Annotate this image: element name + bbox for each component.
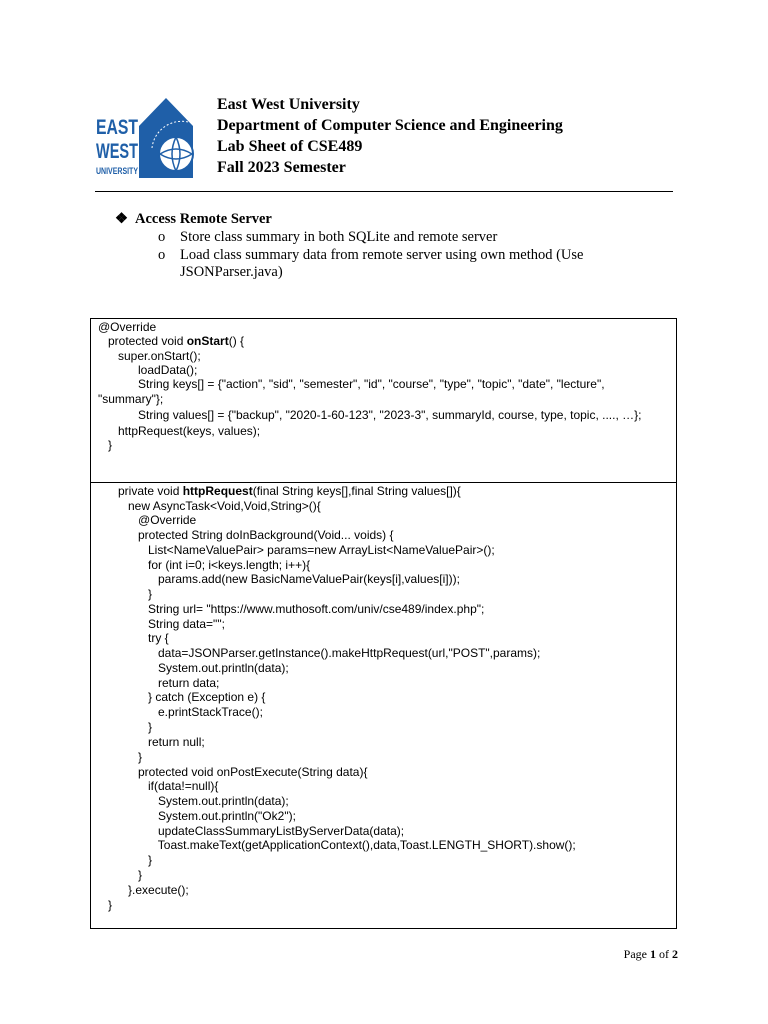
logo-globe [159, 137, 193, 171]
logo-text-west: WEST [96, 140, 139, 163]
university-name: East West University [217, 96, 360, 113]
code-line: if(data!=null){ [98, 779, 219, 793]
logo-text-university: UNIVERSITY [96, 166, 138, 176]
code-line: params.add(new BasicNameValuePair(keys[i],values[i])); [98, 572, 460, 586]
code-line: String keys[] = {"action", "sid", "semester", "id", "course", "type", "topic", "date", "lecture", [98, 377, 605, 391]
code-line: }.execute(); [98, 883, 189, 897]
code-text: () { [228, 334, 245, 348]
code-line: "summary"}; [98, 392, 164, 406]
code-line: System.out.println("Ok2"); [98, 809, 296, 823]
code-line [98, 334, 244, 348]
department-name: Department of Computer Science and Engineering [217, 117, 563, 134]
code-line: return data; [98, 676, 220, 690]
code-box-divider [91, 482, 676, 483]
method-name-httprequest: httpRequest [182, 484, 253, 498]
semester-label: Fall 2023 Semester [217, 159, 346, 176]
logo-graphic [94, 96, 214, 186]
page-label: Page [623, 947, 647, 961]
code-line: protected String doInBackground(Void... voids) { [98, 528, 394, 542]
page-current: 1 [650, 947, 656, 961]
code-line: Toast.makeText(getApplicationContext(),data,Toast.LENGTH_SHORT).show(); [98, 838, 576, 852]
method-name-onstart: onStart [186, 334, 229, 348]
code-line: String url= "https://www.muthosoft.com/univ/cse489/index.php"; [98, 602, 485, 616]
code-line: protected void onPostExecute(String data){ [98, 765, 368, 779]
code-line: } [98, 720, 153, 734]
code-line: List<NameValuePair> params=new ArrayList<NameValuePair>(); [98, 543, 495, 557]
code-line: String values[] = {"backup", "2020-1-60-123", "2023-3", summaryId, course, type, topic, ...., …}; [98, 408, 642, 422]
code-line: for (int i=0; i<keys.length; i++){ [98, 558, 311, 572]
circle-bullet-icon: o [158, 229, 166, 245]
code-line: return null; [98, 735, 205, 749]
section-items [115, 229, 620, 282]
code-line: } [98, 587, 153, 601]
document-header [217, 94, 563, 178]
header-divider [95, 191, 673, 192]
diamond-bullet-icon: ❖ [115, 211, 128, 227]
list-item [158, 247, 620, 282]
code-line: System.out.println(data); [98, 661, 289, 675]
code-line: System.out.println(data); [98, 794, 289, 808]
code-line: } [98, 868, 143, 882]
code-line: try { [98, 631, 169, 645]
of-label: of [659, 947, 669, 961]
section-title: Access Remote Server [135, 211, 272, 227]
circle-bullet-icon: o [158, 246, 166, 263]
code-line: } [98, 750, 143, 764]
code-text: private void [98, 484, 183, 498]
code-line: super.onStart(); [98, 349, 201, 363]
section-access-remote-server [115, 210, 620, 282]
code-line: @Override [98, 320, 157, 334]
page-footer [624, 947, 678, 962]
code-line: @Override [98, 513, 197, 527]
code-line: String data=""; [98, 617, 225, 631]
code-line: data=JSONParser.getInstance().makeHttpRequest(url,"POST",params); [98, 646, 541, 660]
list-item [158, 229, 620, 247]
code-line: } [98, 853, 153, 867]
code-line: httpRequest(keys, values); [98, 424, 261, 438]
code-line: loadData(); [98, 363, 198, 377]
code-text: protected void [98, 334, 187, 348]
code-line: new AsyncTask<Void,Void,String>(){ [98, 499, 321, 513]
code-line: } [98, 438, 113, 452]
code-line: } catch (Exception e) { [98, 690, 266, 704]
university-logo [94, 96, 214, 186]
code-line: e.printStackTrace(); [98, 705, 263, 719]
list-item-text: Store class summary in both SQLite and remote server [180, 229, 498, 245]
code-line: } [98, 898, 113, 912]
code-box [90, 318, 677, 929]
list-item-text: Load class summary data from remote server using own method (Use JSONParser.java) [180, 246, 584, 280]
code-line: updateClassSummaryListByServerData(data); [98, 824, 405, 838]
page-total: 2 [672, 947, 678, 961]
section-title-row [115, 210, 620, 228]
logo-text-east: EAST [96, 116, 139, 139]
code-line [98, 484, 461, 498]
code-text: (final String keys[],final String values[]){ [252, 484, 461, 498]
lab-sheet-title: Lab Sheet of CSE489 [217, 138, 363, 155]
